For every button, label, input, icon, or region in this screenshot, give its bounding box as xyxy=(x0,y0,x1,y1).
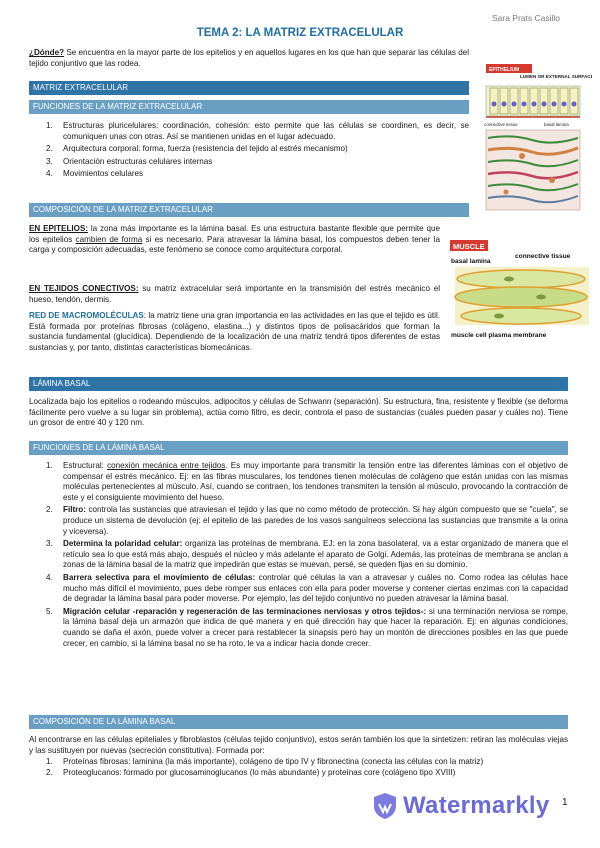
list-item: 1. Proteínas fibrosas: laminina (la más importante), colágeno de tipo IV y fibronectina (conecta las células con la matriz) xyxy=(46,757,484,767)
list-item: 2. Arquitectura corporal: forma, fuerza (resistencia del tejido al estrés mecanismo) xyxy=(46,144,348,154)
list-item: 4. Movimientos celulares xyxy=(46,169,144,179)
list-item: 3. Determina la polaridad celular: organiza las proteínas de membrana. EJ: en la zona basolateral, va a estar organizado de manera que el retículo sea lo que está más abajo, después el núcleo y más adelante el aparato de Golgi. Además, las proteínas de membrana se anclan a zonas de la lámina basal de la matriz que impedirán que estas se muevan, persé, se queden fijas en su dominio. xyxy=(46,539,569,570)
page-title: TEMA 2: LA MATRIZ EXTRACELULAR xyxy=(196,27,404,39)
muscle-diagram xyxy=(449,239,592,342)
intro-text: Se encuentra en la mayor parte de los epitelios y en aquellos lugares en los que han que separar las células del tejido conjuntivo que las rodea. xyxy=(29,48,469,68)
intro-label: ¿Dónde? xyxy=(29,48,65,57)
watermark-text: Watermarkly xyxy=(403,791,550,819)
list-item: 2. Filtro: controla las sustancias que atraviesan el tejido y las que no como método de protección. Si hay algún compuesto que se "cuela", se produce un sistema de devolución (ej: el epitelio de las paredes de los vasos sanguíneos selecciona las sustancias que transmite a la orina y viceversa). xyxy=(46,505,568,536)
composicion-conectivos: EN TEJIDOS CONECTIVOS: su matriz extracelular será importante en la transmisión del estrés mecánico el hueso, tendón, dermis. xyxy=(29,284,440,304)
epithelium-figure xyxy=(482,56,592,214)
muscle-membrane-label: muscle cell plasma membrane xyxy=(451,332,547,339)
section-bar-lamina: LÁMINA BASAL xyxy=(29,377,568,391)
section-bar-funciones-lamina: FUNCIONES DE LA LÁMINA BASAL xyxy=(29,441,568,455)
section-bar-funciones-matriz: FUNCIONES DE LA MATRIZ EXTRACELULAR xyxy=(29,100,469,114)
composicion-lamina: Al encontrarse en las células epiteliales y fibroblastos (células tejido conjuntivo), estos serán también los que la sintetizen: retiran las moléculas viejas y las sustituyen por nuevas (secreción constitutiva). Formada por: 1. Proteínas fibrosas: laminina (la más importante), colágeno de tipo IV y fibronectina (conecta las células con la matriz) 2. Proteoglucanos: formado por glucosaminoglucanos (lo más abundante) y proteínas core (colágeno tipo XVIII) xyxy=(29,735,568,777)
page-number: 1 xyxy=(562,797,568,808)
muscle-figure xyxy=(449,239,592,342)
list-item: 5. Migración celular -reparación y regeneración de las terminaciones nerviosas y otros tejidos-: si una terminación nerviosa se rompe, la lámina basal deja un armazón que indica de qué manera y en qué dirección hay que hacer la reparación. Ej: en algunas condiciones, cuando se daña el axón, puede volver a crecer para restablecer la sinapsis pero hay un montón de direcciones posibles en las que puede crecer, en cambio, si la lámina basal no se ha roto, le va a indicar hacia donde crecer. xyxy=(46,606,569,648)
intro-paragraph xyxy=(29,48,469,69)
list-item: 4. Barrera selectiva para el movimiento de células: controlar qué células la van a atravesar y cuáles no. Como rodea las células hace mucho más difícil el movimiento, pues debe romper sus enlaces con ella para poder moverse y contener ciertas enzimas con la capacidad de degradar la lámina basal para poder moverse. Por ejemplo, las del tejido conjuntivo no pueden atravesar la lámina basal. xyxy=(46,572,568,604)
lamina-paragraph: Localizada bajo los epitelios o rodeando músculos, adipocitos y células de Schwann (separación). Su estructura, fina, resistente y flexible (se deforma fácilmente pero vuelve a su lugar sin problema), actúa como filtro, es decir, controla el paso de sustancias (cuáles pueden pasar y cuáles no). Tiene un grosor de entre 40 y 120 nm. xyxy=(29,397,568,428)
watermark xyxy=(372,791,549,821)
section-bar-matriz: MATRIZ EXTRACELULAR xyxy=(29,81,469,95)
list-item: 3. Orientación estructuras celulares internas xyxy=(46,156,213,166)
epithelium-basal-label: basal lamina xyxy=(544,122,569,127)
epithelium-diagram xyxy=(482,56,592,214)
list-item: 1. Estructural: conexión mecánica entre tejidos. Es muy importante para transmitir la tensión entre las diferentes láminas con el objetivo de compensar el estrés mecánico. Ej: en las fibras musculares, los tendones tienen moléculas de colágeno que están unidas con las mismas moléculas pertenecientes al músculo. Así, cuando se contraen, los tendones transmiten la tensión al músculo, provocando la contracción de este y el consiguiente movimiento del hueso. xyxy=(46,461,568,502)
muscle-basal-label: basal lamina xyxy=(451,258,491,265)
composicion-red: RED DE MACROMOLÉCULAS: la matriz tiene una gran importancia en las actividades en las que el tejido es útil. Está formada por proteínas fibrosas (colágeno, elastina...) y distintos tipos de polisacáridos que forman la sustancia fundamental (glucídica). Dependiendo de la localización de una matriz tendrá tipos diferentes de estas sustancias y, por tanto, distintas características biomecánicas. xyxy=(29,311,440,352)
list-item: 2. Proteoglucanos: formado por glucosaminoglucanos (lo más abundante) y proteínas core (colágeno tipo XVIII) xyxy=(46,767,456,777)
composicion-epitelios: EN EPITELIOS: la zona más importante es la lámina basal. Es una estructura bastante flexible que permite que los epitelios cambien de forma si es necesario. Para atravesar la lámina basal, los compuestos deben tener la carga y composición adecuadas, este fenómeno se conoce como arquitectura corporal. xyxy=(29,224,441,255)
section-bar-composicion-matriz: COMPOSICIÓN DE LA MATRIZ EXTRACELULAR xyxy=(29,203,469,217)
funciones-lamina-list xyxy=(29,461,568,651)
epithelium-tag: EPITHELIUM xyxy=(489,67,520,73)
epithelium-connective-label: connective tissue xyxy=(484,122,518,127)
epithelium-lumen-label: LUMEN OR EXTERNAL SURFACE xyxy=(520,74,592,79)
muscle-tag: MUSCLE xyxy=(453,242,485,251)
section-bar-composicion-lamina: COMPOSICIÓN DE LA LÁMINA BASAL xyxy=(29,715,568,729)
list-item: 1. Estructuras pluricelulares: coordinación, cohesión: esto permite que las células se coordinen, es decir, se comuniquen unas con otras. Así se mantienen unidas en el lugar adecuado. xyxy=(46,121,469,141)
funciones-matriz-list xyxy=(29,121,469,182)
author-name: Sara Prats Casillo xyxy=(491,13,560,23)
muscle-connective-label: connective tissue xyxy=(515,253,571,260)
shield-icon xyxy=(372,792,398,820)
